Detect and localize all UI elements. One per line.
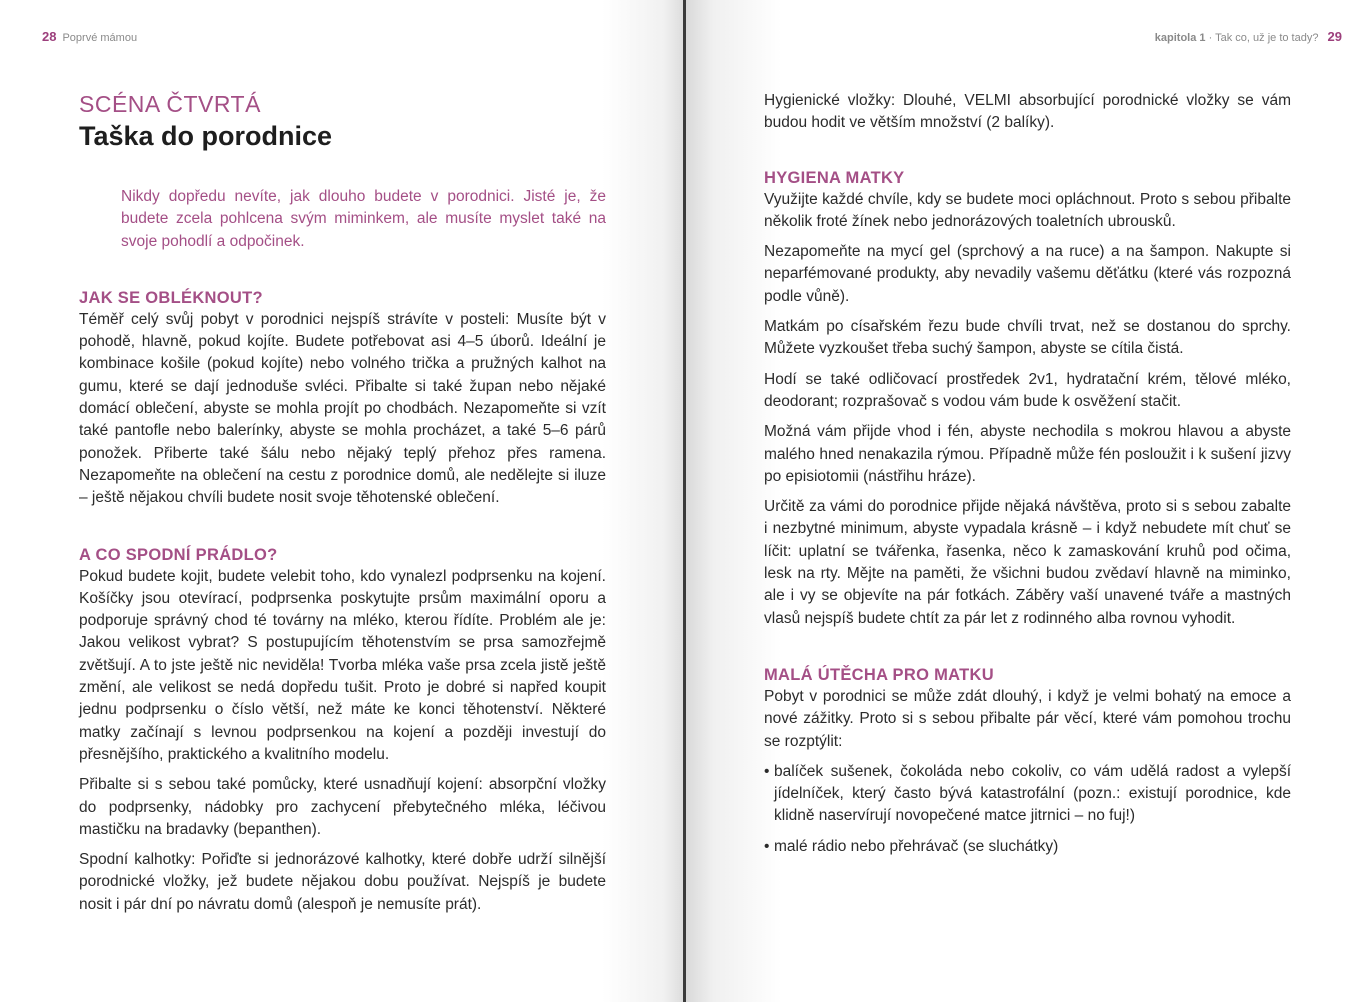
scene-title: Taška do porodnice bbox=[79, 121, 333, 151]
right-column bbox=[764, 90, 1291, 866]
section-paragraph: Určitě za vámi do porodnice přijde nějaká návštěva, proto si s sebou zabalte i nezbytné minimum, abyste vypadala krásně – i když nebudete mít chuť se líčit: uplatní se tvářenka, řasenka, něco k zamaskování kruhů pod očima, lesk na rty. Mějte na paměti, že všichni budou zvědaví hlavně na miminko, ale i vy se objevíte na pár fotkách. Záběry vaší unavené tváře a mastných vlasů nejspíš budete chtít za pár let z rodinného alba rovnou vyhodit. bbox=[764, 498, 1291, 627]
section-paragraph: Možná vám přijde vhod i fén, abyste nechodila s mokrou hlavou a abyste malého hned nenakazila rýmou. Případně může fén posloužit i k sušení jizvy po episiotomii (nástřihu hráze). bbox=[764, 423, 1291, 485]
section-paragraph: Nezapomeňte na mycí gel (sprchový a na ruce) a na šampon. Nakupte si neparfémované produkty, aby nevadily vašemu děťátku (které vás rozpozná podle vůně). bbox=[764, 243, 1291, 305]
section-paragraph: Hodí se také odličovací prostředek 2v1, hydratační krém, tělové mléko, deodorant; rozprašovač s vodou vám bude k osvěžení stačit. bbox=[764, 370, 1291, 410]
chapter-title: Tak co, už je to tady? bbox=[1215, 32, 1319, 44]
left-page bbox=[0, 0, 684, 1002]
chapter-label: kapitola 1 bbox=[1154, 32, 1206, 44]
section-paragraph: Pobyt v porodnici se může zdát dlouhý, i když je velmi bohatý na emoce a nové zážitky. Proto si s sebou přibalte pár věcí, které vám pomohou trochu se rozptýlit: bbox=[764, 687, 1291, 750]
right-page bbox=[686, 0, 1371, 1002]
scene-label: SCÉNA ČTVRTÁ bbox=[79, 91, 261, 117]
section-dressing bbox=[79, 287, 606, 510]
list-item bbox=[764, 761, 1291, 828]
section-hygiene bbox=[764, 167, 1291, 630]
section-paragraph: Pokud budete kojit, budete velebit toho, kdo vynalezl podprsenku na kojení. Košíčky jsou otevírací, podprsenka poskytujte prsům maximální oporu a podporuje správný chod té továrny na mléko, kterou řídíte. Problém ale je: Jakou velikost vybrat? S postupujícím těhotenstvím se prsa samozřejmě zvětšují. A to jste ještě nic neviděla! Tvorba mléka vaše prsa zcela jistě ještě změní, ale velikost se nedá dopředu tušit. Proto je dobré si napřed koupit jednu podprsenku o číslo větší, než máte ke konci těhotenství. Některé matky začínají s levnou podprsenkou na kojení a později investují do přesnějšího, praktického a kvalitního modelu. bbox=[79, 567, 606, 763]
opening-paragraph: Hygienické vložky: Dlouhé, VELMI absorbující porodnické vložky se vám budou hodit ve větším množství (2 balíky). bbox=[764, 92, 1291, 132]
intro-paragraph: Nikdy dopředu nevíte, jak dlouho budete v porodnici. Jisté je, že budete zcela pohlcena svým miminkem, ale musíte myslet také na svoje pohodlí a odpočinek. bbox=[121, 188, 606, 250]
section-paragraph: Spodní kalhotky: Pořiďte si jednorázové kalhotky, které dobře udrží silnější porodnické vložky, jež budete nějakou dobu používat. Nejspíš je budete nosit i pár dní po návratu domů (alespoň je nemusíte prát). bbox=[79, 851, 606, 913]
section-paragraph: Téměř celý svůj pobyt v porodnici nejspíš strávíte v posteli: Musíte být v pohodě, hlavně, pokud kojíte. Budete potřebovat asi 4–5 úborů. Ideální je kombinace košile (pokud kojíte) nebo volného trička a pružných kalhot na gumu, které se dají jednoduše svléci. Přibalte si také župan nebo nějaké domácí oblečení, abyste se mohla projít po chodbách. Nezapomeňte si vzít také pantofle nebo balerínky, abyste se mohla procházet, a také 5–6 párů ponožek. Přiberte také šálu nebo nějaký teplý přehoz přes ramena. Nezapomeňte na oblečení na cestu z porodnice domů, ale nedělejte si iluze – ještě nějakou chvíli budete nosit svoje těhotenské oblečení. bbox=[79, 310, 606, 507]
running-head-right bbox=[1155, 29, 1342, 44]
section-heading: A CO SPODNÍ PRÁDLO? bbox=[79, 545, 278, 564]
section-heading: HYGIENA MATKY bbox=[764, 168, 905, 187]
section-heading: MALÁ ÚTĚCHA PRO MATKU bbox=[764, 665, 994, 684]
book-title: Poprvé mámou bbox=[62, 32, 138, 44]
section-paragraph: Přibalte si s sebou také pomůcky, které usnadňují kojení: absorpční vložky do podprsenky, nádobky pro zachycení přebytečného mléka, léčivou mastičku na bradavky (bepanthen). bbox=[79, 776, 606, 838]
section-heading: JAK SE OBLÉKNOUT? bbox=[79, 288, 263, 307]
page-number-left: 28 bbox=[42, 29, 57, 44]
section-comfort bbox=[764, 664, 1291, 858]
page-number-right: 29 bbox=[1327, 29, 1342, 44]
bullet-icon: • bbox=[764, 762, 770, 780]
section-underwear bbox=[79, 544, 606, 916]
left-column bbox=[79, 90, 606, 924]
section-paragraph: Matkám po císařském řezu bude chvíli trvat, než se dostanou do sprchy. Můžete vyzkoušet třeba suchý šampon, abyste se cítila čistá. bbox=[764, 318, 1291, 358]
running-head-separator: · bbox=[1208, 32, 1216, 44]
section-paragraph: Využijte každé chvíle, kdy se budete moci opláchnout. Proto s sebou přibalte několik froté žínek nebo jednorázových toaletních ubrousků. bbox=[764, 190, 1291, 230]
list-item bbox=[764, 836, 1291, 858]
bullet-icon: • bbox=[764, 837, 770, 855]
comfort-list bbox=[764, 761, 1291, 858]
list-item-text: malé rádio nebo přehrávač (se sluchátky) bbox=[774, 837, 1059, 855]
running-head-left bbox=[42, 29, 137, 44]
list-item-text: balíček sušenek, čokoláda nebo cokoliv, co vám udělá radost a vylepší jídelníček, který často bývá katastrofální (pozn.: existují porodnice, kde klidně naservírují novopečené matce jitrnici – no fuj!) bbox=[774, 762, 1291, 825]
